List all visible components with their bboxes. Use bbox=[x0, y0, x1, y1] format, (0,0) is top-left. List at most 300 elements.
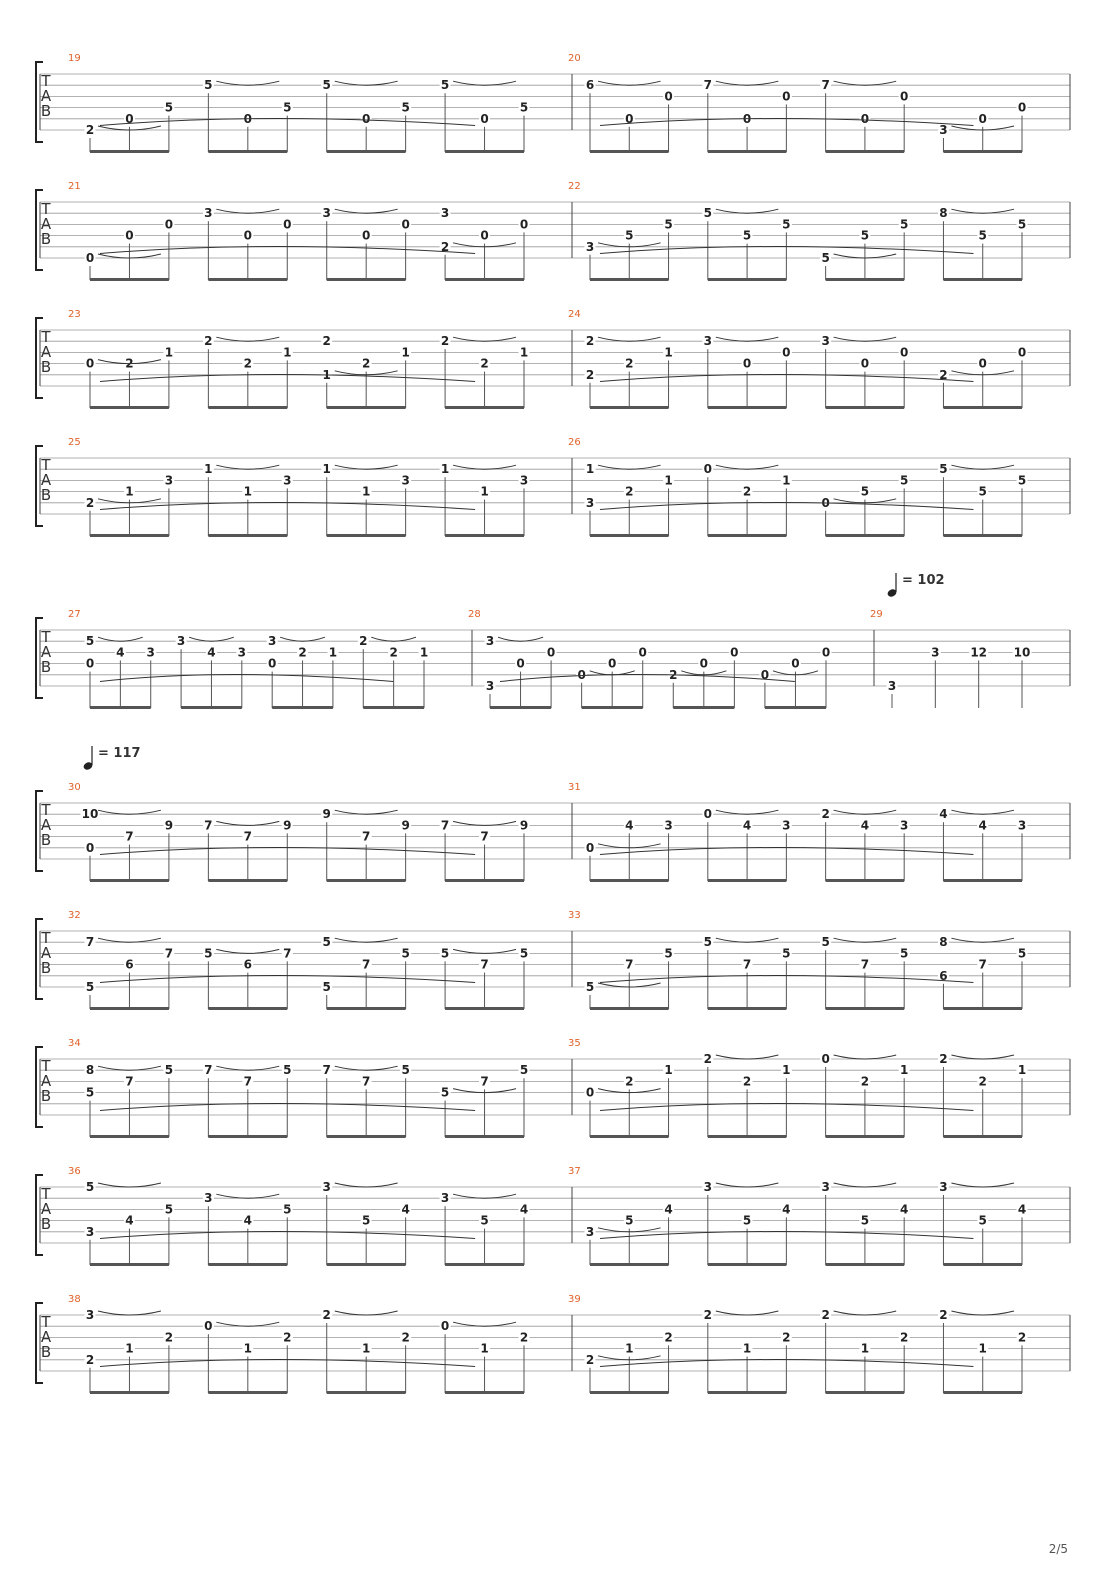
tab-clef-letter: B bbox=[40, 358, 52, 376]
tie-arc bbox=[498, 637, 543, 641]
tie-arc bbox=[951, 1311, 1014, 1315]
fret-number: 2 bbox=[359, 634, 368, 649]
beam bbox=[327, 1007, 406, 1010]
fret-number: 1 bbox=[664, 345, 673, 360]
fret-number: 5 bbox=[480, 1213, 489, 1228]
beam bbox=[445, 1391, 524, 1394]
measure-number: 24 bbox=[568, 309, 581, 320]
fret-number: 2 bbox=[625, 356, 634, 371]
tab-system bbox=[36, 309, 1070, 409]
fret-number: 7 bbox=[362, 1074, 371, 1089]
fret-number: 2 bbox=[821, 1308, 830, 1322]
fret-number: 2 bbox=[978, 1074, 987, 1089]
fret-number: 3 bbox=[322, 206, 331, 221]
beam bbox=[708, 278, 787, 281]
tab-clef-letter: B bbox=[40, 102, 52, 120]
beam bbox=[208, 1391, 287, 1394]
fret-number: 2 bbox=[939, 1308, 948, 1322]
fret-number: 2 bbox=[283, 1330, 292, 1345]
beam bbox=[708, 1263, 787, 1266]
beam bbox=[708, 1007, 787, 1010]
beam bbox=[445, 278, 524, 281]
tie-arc bbox=[453, 949, 516, 953]
tie-arc bbox=[216, 81, 279, 85]
fret-number: 10 bbox=[81, 807, 99, 822]
fret-number: 5 bbox=[519, 100, 529, 115]
fret-number: 3 bbox=[703, 334, 712, 349]
fret-number: 5 bbox=[821, 251, 830, 265]
tie-arc bbox=[716, 337, 779, 341]
fret-number: 3 bbox=[164, 473, 174, 488]
beam bbox=[826, 406, 905, 409]
page-number: 2/5 bbox=[1048, 1542, 1068, 1556]
fret-number: 7 bbox=[243, 1074, 252, 1089]
fret-number: 0 bbox=[821, 495, 830, 510]
beam bbox=[90, 1263, 169, 1266]
fret-number: 5 bbox=[85, 1180, 95, 1194]
tie-arc bbox=[951, 1183, 1014, 1187]
fret-number: 0 bbox=[85, 251, 95, 265]
tie-arc bbox=[335, 1311, 398, 1315]
fret-number: 5 bbox=[401, 100, 410, 115]
measure-number: 29 bbox=[870, 609, 883, 620]
fret-number: 5 bbox=[1017, 946, 1027, 961]
fret-number: 2 bbox=[164, 1330, 174, 1345]
fret-number: 5 bbox=[664, 217, 673, 232]
tie-arc bbox=[834, 1311, 897, 1315]
fret-number: 5 bbox=[703, 206, 712, 221]
fret-number: 9 bbox=[401, 818, 410, 833]
fret-number: 5 bbox=[283, 100, 292, 115]
beam bbox=[327, 879, 406, 882]
fret-number: 5 bbox=[204, 78, 213, 93]
fret-number: 2 bbox=[821, 807, 830, 822]
measure-number: 35 bbox=[568, 1038, 581, 1049]
fret-number: 1 bbox=[480, 1341, 489, 1356]
fret-number: 3 bbox=[939, 1180, 948, 1194]
fret-number: 2 bbox=[742, 1074, 752, 1089]
fret-number: 3 bbox=[782, 818, 791, 833]
fret-number: 5 bbox=[742, 1213, 752, 1228]
tab-system bbox=[36, 573, 1070, 709]
fret-number: 4 bbox=[625, 818, 634, 833]
fret-number: 3 bbox=[1017, 818, 1027, 833]
fret-number: 0 bbox=[782, 89, 791, 104]
fret-number: 3 bbox=[204, 206, 213, 221]
tie-arc bbox=[598, 337, 661, 341]
fret-number: 0 bbox=[703, 462, 712, 477]
fret-number: 0 bbox=[742, 356, 752, 371]
beam bbox=[445, 406, 524, 409]
beam bbox=[590, 534, 669, 537]
tab-system bbox=[36, 53, 1070, 153]
fret-number: 5 bbox=[860, 484, 870, 499]
fret-number: 2 bbox=[742, 484, 752, 499]
beam bbox=[582, 706, 643, 709]
fret-number: 7 bbox=[322, 1063, 331, 1078]
measure-number: 31 bbox=[568, 782, 581, 793]
beam bbox=[708, 1135, 787, 1138]
measure-number: 32 bbox=[68, 910, 81, 921]
fret-number: 3 bbox=[703, 1180, 712, 1194]
fret-number: 6 bbox=[585, 78, 595, 93]
beam bbox=[272, 706, 333, 709]
fret-number: 0 bbox=[164, 217, 174, 232]
beam bbox=[208, 1007, 287, 1010]
tempo-marking: = 102 bbox=[902, 573, 945, 588]
beam bbox=[590, 278, 669, 281]
tab-system bbox=[36, 437, 1070, 537]
beam bbox=[445, 1263, 524, 1266]
fret-number: 5 bbox=[782, 217, 791, 232]
beam bbox=[590, 1007, 669, 1010]
beam bbox=[445, 150, 524, 153]
tab-clef-letter: T bbox=[41, 1185, 51, 1203]
fret-number: 2 bbox=[782, 1330, 791, 1345]
fret-number: 2 bbox=[362, 356, 371, 371]
fret-number: 0 bbox=[978, 111, 987, 126]
fret-number: 0 bbox=[480, 228, 489, 243]
beam bbox=[490, 706, 551, 709]
fret-number: 2 bbox=[125, 356, 134, 371]
fret-number: 0 bbox=[204, 1319, 213, 1334]
fret-number: 3 bbox=[283, 473, 292, 488]
fret-number: 2 bbox=[85, 495, 95, 510]
tie-arc bbox=[453, 1322, 516, 1326]
beam bbox=[943, 406, 1022, 409]
tie-arc bbox=[453, 821, 516, 825]
tab-clef-letter: A bbox=[40, 944, 52, 962]
fret-number: 1 bbox=[243, 484, 252, 499]
fret-number: 5 bbox=[782, 946, 791, 961]
fret-number: 7 bbox=[440, 818, 450, 833]
fret-number: 7 bbox=[125, 1074, 134, 1089]
tie-arc bbox=[98, 938, 161, 942]
fret-number: 1 bbox=[625, 1341, 634, 1356]
fret-number: 1 bbox=[362, 484, 371, 499]
fret-number: 4 bbox=[978, 818, 987, 833]
measure-number: 25 bbox=[68, 437, 81, 448]
fret-number: 3 bbox=[85, 1308, 95, 1322]
tab-clef-letter: A bbox=[40, 1328, 52, 1346]
fret-number: 2 bbox=[939, 367, 948, 382]
tie-arc bbox=[189, 637, 234, 641]
beam bbox=[327, 1263, 406, 1266]
measure-number: 26 bbox=[568, 437, 581, 448]
fret-number: 5 bbox=[322, 980, 331, 994]
fret-number: 2 bbox=[440, 239, 450, 254]
tab-system bbox=[36, 1038, 1070, 1138]
measure-number: 21 bbox=[68, 181, 81, 192]
beam bbox=[90, 1391, 169, 1394]
fret-number: 5 bbox=[519, 946, 529, 961]
tab-clef-letter: A bbox=[40, 643, 52, 661]
measure-number: 34 bbox=[68, 1038, 81, 1049]
fret-number: 5 bbox=[85, 980, 95, 994]
fret-number: 5 bbox=[625, 1213, 634, 1228]
tie-arc bbox=[951, 938, 1014, 942]
beam bbox=[90, 879, 169, 882]
beam bbox=[708, 879, 787, 882]
tie-arc bbox=[335, 209, 398, 213]
fret-number: 2 bbox=[401, 1330, 410, 1345]
tab-clef-letter: T bbox=[41, 1313, 51, 1331]
fret-number: 0 bbox=[664, 89, 673, 104]
tab-clef-letter: T bbox=[41, 628, 51, 646]
tie-arc bbox=[453, 465, 516, 469]
beam bbox=[826, 1007, 905, 1010]
tab-clef-letter: B bbox=[40, 959, 52, 977]
fret-number: 4 bbox=[860, 818, 870, 833]
beam bbox=[208, 406, 287, 409]
fret-number: 0 bbox=[703, 807, 712, 822]
tie-arc bbox=[216, 1066, 279, 1070]
fret-number: 0 bbox=[268, 656, 277, 671]
beam bbox=[208, 278, 287, 281]
fret-number: 0 bbox=[638, 645, 647, 660]
measure-number: 19 bbox=[68, 53, 81, 64]
fret-number: 9 bbox=[164, 818, 174, 833]
tab-system bbox=[36, 746, 1070, 882]
beam bbox=[90, 1135, 169, 1138]
fret-number: 3 bbox=[237, 645, 246, 660]
tie-arc bbox=[951, 1055, 1014, 1059]
fret-number: 7 bbox=[283, 946, 292, 961]
fret-number: 1 bbox=[243, 1341, 252, 1356]
fret-number: 7 bbox=[164, 946, 174, 961]
tie-arc bbox=[716, 81, 779, 85]
fret-number: 5 bbox=[164, 1063, 174, 1078]
tab-system bbox=[36, 181, 1070, 281]
fret-number: 0 bbox=[860, 111, 870, 126]
tie-arc bbox=[98, 810, 161, 814]
tie-arc bbox=[716, 1311, 779, 1315]
fret-number: 5 bbox=[204, 946, 213, 961]
beam bbox=[943, 1007, 1022, 1010]
measure-number: 20 bbox=[568, 53, 581, 64]
tie-arc bbox=[453, 1194, 516, 1198]
fret-number: 3 bbox=[900, 818, 909, 833]
tempo-marking: = 117 bbox=[98, 746, 141, 761]
fret-number: 3 bbox=[585, 239, 595, 254]
fret-number: 1 bbox=[283, 345, 292, 360]
fret-number: 1 bbox=[362, 1341, 371, 1356]
fret-number: 4 bbox=[207, 645, 216, 660]
measure-number: 23 bbox=[68, 309, 81, 320]
tab-clef-letter: B bbox=[40, 230, 52, 248]
tie-arc bbox=[834, 810, 897, 814]
fret-number: 5 bbox=[742, 228, 752, 243]
fret-number: 5 bbox=[440, 78, 450, 93]
tab-clef-letter: T bbox=[41, 72, 51, 90]
fret-number: 5 bbox=[164, 100, 174, 115]
beam bbox=[208, 150, 287, 153]
fret-number: 2 bbox=[585, 1352, 595, 1367]
beam bbox=[943, 879, 1022, 882]
fret-number: 1 bbox=[742, 1341, 752, 1356]
tie-arc bbox=[216, 1322, 279, 1326]
fret-number: 4 bbox=[939, 807, 948, 822]
fret-number: 1 bbox=[125, 1341, 134, 1356]
fret-number: 1 bbox=[401, 345, 410, 360]
fret-number: 1 bbox=[664, 1063, 673, 1078]
beam bbox=[826, 150, 905, 153]
beam bbox=[590, 1391, 669, 1394]
fret-number: 1 bbox=[322, 367, 331, 382]
tab-clef-letter: T bbox=[41, 1057, 51, 1075]
tie-arc bbox=[98, 1183, 161, 1187]
fret-number: 5 bbox=[1017, 473, 1027, 488]
fret-number: 7 bbox=[860, 957, 870, 972]
tie-arc bbox=[216, 465, 279, 469]
fret-number: 8 bbox=[939, 206, 948, 221]
fret-number: 2 bbox=[703, 1052, 712, 1066]
fret-number: 3 bbox=[176, 634, 186, 649]
fret-number: 1 bbox=[978, 1341, 987, 1356]
fret-number: 1 bbox=[328, 645, 338, 660]
beam bbox=[208, 1135, 287, 1138]
fret-number: 5 bbox=[85, 634, 95, 649]
fret-number: 7 bbox=[625, 957, 634, 972]
beam bbox=[943, 534, 1022, 537]
fret-number: 3 bbox=[268, 634, 277, 649]
fret-number: 5 bbox=[164, 1202, 174, 1217]
tie-arc bbox=[216, 209, 279, 213]
fret-number: 0 bbox=[125, 111, 134, 126]
measure-number: 30 bbox=[68, 782, 81, 793]
fret-number: 0 bbox=[1017, 100, 1027, 115]
tie-arc bbox=[716, 938, 779, 942]
fret-number: 0 bbox=[283, 217, 292, 232]
beam bbox=[90, 1007, 169, 1010]
tie-arc bbox=[98, 1311, 161, 1315]
fret-number: 5 bbox=[939, 462, 948, 477]
let-ring-slur bbox=[100, 675, 393, 682]
fret-number: 2 bbox=[480, 356, 489, 371]
fret-number: 4 bbox=[243, 1213, 252, 1228]
fret-number: 0 bbox=[860, 356, 870, 371]
fret-number: 3 bbox=[821, 1180, 830, 1194]
fret-number: 8 bbox=[939, 935, 948, 950]
fret-number: 3 bbox=[85, 1224, 95, 1239]
tie-arc bbox=[598, 81, 661, 85]
fret-number: 7 bbox=[243, 829, 252, 844]
tab-system bbox=[36, 1166, 1070, 1266]
fret-number: 0 bbox=[900, 345, 909, 360]
fret-number: 2 bbox=[669, 667, 678, 682]
fret-number: 2 bbox=[243, 356, 252, 371]
tie-arc bbox=[716, 810, 779, 814]
beam bbox=[445, 1007, 524, 1010]
beam bbox=[90, 150, 169, 153]
tie-arc bbox=[951, 810, 1014, 814]
beam bbox=[590, 879, 669, 882]
fret-number: 7 bbox=[362, 957, 371, 972]
tie-arc bbox=[453, 81, 516, 85]
tab-clef-letter: T bbox=[41, 801, 51, 819]
fret-number: 4 bbox=[782, 1202, 791, 1217]
tab-clef-letter: B bbox=[40, 486, 52, 504]
fret-number: 2 bbox=[1017, 1330, 1027, 1345]
fret-number: 3 bbox=[485, 679, 495, 693]
fret-number: 2 bbox=[322, 1308, 331, 1322]
beam bbox=[943, 278, 1022, 281]
measure-number: 37 bbox=[568, 1166, 581, 1177]
measure-number: 28 bbox=[468, 609, 481, 620]
beam bbox=[590, 150, 669, 153]
fret-number: 5 bbox=[1017, 217, 1027, 232]
fret-number: 2 bbox=[625, 484, 634, 499]
beam bbox=[445, 1135, 524, 1138]
fret-number: 2 bbox=[585, 334, 595, 349]
fret-number: 2 bbox=[440, 334, 450, 349]
fret-number: 2 bbox=[703, 1308, 712, 1322]
tie-arc bbox=[216, 1194, 279, 1198]
tie-arc bbox=[716, 1055, 779, 1059]
beam bbox=[327, 406, 406, 409]
tie-arc bbox=[335, 465, 398, 469]
beam bbox=[590, 406, 669, 409]
fret-number: 0 bbox=[401, 217, 410, 232]
tie-arc bbox=[951, 465, 1014, 469]
tab-clef-letter: B bbox=[40, 1087, 52, 1105]
fret-number: 0 bbox=[440, 1319, 450, 1334]
fret-number: 5 bbox=[900, 473, 909, 488]
fret-number: 7 bbox=[480, 829, 489, 844]
beam bbox=[327, 1391, 406, 1394]
fret-number: 5 bbox=[625, 228, 634, 243]
tie-arc bbox=[335, 938, 398, 942]
fret-number: 0 bbox=[585, 840, 595, 855]
tab-system bbox=[36, 910, 1070, 1010]
fret-number: 7 bbox=[125, 829, 134, 844]
fret-number: 0 bbox=[978, 356, 987, 371]
fret-number: 7 bbox=[978, 957, 987, 972]
fret-number: 0 bbox=[243, 111, 252, 126]
fret-number: 7 bbox=[85, 935, 95, 950]
let-ring-slur bbox=[500, 675, 795, 682]
fret-number: 0 bbox=[362, 228, 371, 243]
fret-number: 5 bbox=[860, 228, 870, 243]
tab-clef-letter: A bbox=[40, 816, 52, 834]
tie-arc bbox=[834, 1055, 897, 1059]
tab-clef-letter: B bbox=[40, 1343, 52, 1361]
beam bbox=[708, 534, 787, 537]
fret-number: 2 bbox=[900, 1330, 909, 1345]
fret-number: 5 bbox=[85, 1085, 95, 1100]
fret-number: 3 bbox=[401, 473, 410, 488]
tab-clef-letter: B bbox=[40, 1215, 52, 1233]
fret-number: 0 bbox=[791, 656, 800, 671]
beam bbox=[90, 706, 151, 709]
tab-clef-letter: T bbox=[41, 200, 51, 218]
beam bbox=[826, 1135, 905, 1138]
fret-number: 2 bbox=[298, 645, 307, 660]
fret-number: 5 bbox=[664, 946, 673, 961]
fret-number: 5 bbox=[362, 1213, 371, 1228]
fret-number: 5 bbox=[283, 1063, 292, 1078]
measure-number: 27 bbox=[68, 609, 81, 620]
fret-number: 2 bbox=[389, 645, 398, 660]
fret-number: 5 bbox=[322, 935, 331, 950]
fret-number: 4 bbox=[664, 1202, 673, 1217]
fret-number: 3 bbox=[821, 334, 830, 349]
fret-number: 2 bbox=[322, 334, 331, 349]
beam bbox=[327, 1135, 406, 1138]
fret-number: 3 bbox=[322, 1180, 331, 1194]
measure-number: 36 bbox=[68, 1166, 81, 1177]
fret-number: 1 bbox=[519, 345, 529, 360]
